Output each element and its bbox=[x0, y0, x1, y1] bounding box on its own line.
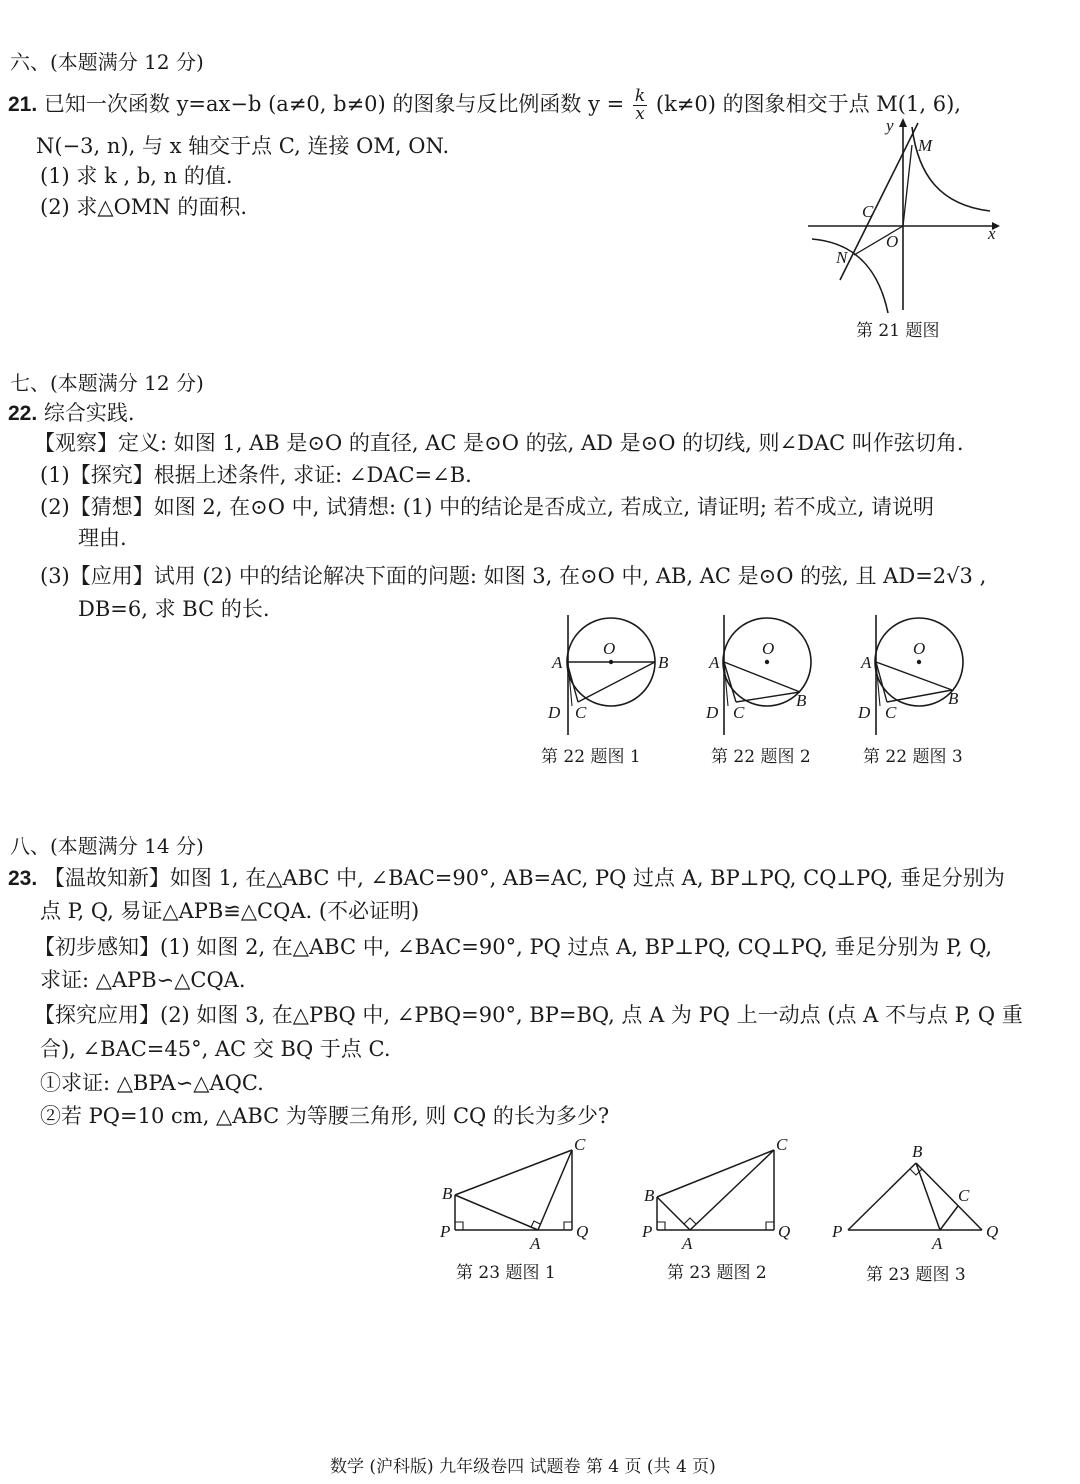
q23-figure-2 bbox=[642, 1135, 802, 1253]
q22-part1: (1)【探究】根据上述条件, 求证: ∠DAC=∠B. bbox=[40, 463, 472, 487]
q23-figure-1 bbox=[440, 1135, 600, 1253]
q22-f2-label-A: A bbox=[709, 653, 720, 672]
q21-label-C: C bbox=[862, 202, 874, 221]
q23-f2-label-Q: Q bbox=[778, 1222, 791, 1241]
q23-f1-label-P: P bbox=[440, 1222, 451, 1241]
q21-label-M: M bbox=[918, 136, 933, 155]
q21-label-N: N bbox=[836, 248, 848, 267]
q22-figure-2 bbox=[702, 610, 832, 740]
q22-part2a: (2)【猜想】如图 2, 在⊙O 中, 试猜想: (1) 中的结论是否成立, 若成立, 请证明; 若不成立, 请说明 bbox=[40, 495, 934, 519]
q22-figure-3 bbox=[852, 610, 982, 740]
q23-f1-label-A: A bbox=[530, 1234, 541, 1253]
q23-line1 bbox=[8, 863, 1005, 894]
q21-label-O: O bbox=[886, 232, 899, 251]
q23-line5: 【探究应用】(2) 如图 3, 在△PBQ 中, ∠PBQ=90°, BP=BQ, 点 A 为 PQ 上一动点 (点 A 不与点 P, Q 重 bbox=[34, 1003, 1023, 1027]
q23-line4: 求证: △APB∽△CQA. bbox=[40, 968, 246, 992]
q21-fraction bbox=[633, 88, 647, 123]
q22-f1-label-B: B bbox=[658, 653, 669, 672]
q21-figure-caption: 第 21 题图 bbox=[856, 321, 940, 341]
q23-f2-label-B: B bbox=[644, 1186, 655, 1205]
q23-f3-label-C: C bbox=[958, 1186, 970, 1205]
q22-f1-label-C: C bbox=[575, 703, 587, 722]
q21-part2: (2) 求△OMN 的面积. bbox=[40, 195, 248, 219]
q23-figure-1-caption: 第 23 题图 1 bbox=[456, 1263, 556, 1283]
q22-f3-label-D: D bbox=[858, 703, 871, 722]
q21-label-y: y bbox=[886, 116, 894, 135]
q23-line2: 点 P, Q, 易证△APB≌△CQA. (不必证明) bbox=[40, 899, 420, 923]
q23-f2-label-C: C bbox=[776, 1135, 788, 1154]
q22-f2-label-B: B bbox=[796, 691, 807, 710]
q22-f3-label-O: O bbox=[913, 639, 926, 658]
q22-observation: 【观察】定义: 如图 1, AB 是⊙O 的直径, AC 是⊙O 的弦, AD 是⊙O 的切线, 则∠DAC 叫作弦切角. bbox=[34, 431, 964, 455]
q23-figure-3 bbox=[830, 1135, 1010, 1253]
q22-f3-label-B: B bbox=[948, 689, 959, 708]
q22-f2-label-O: O bbox=[762, 639, 775, 658]
q22-f1-label-O: O bbox=[603, 639, 616, 658]
q23-f1-label-Q: Q bbox=[576, 1222, 589, 1241]
q22-figure-2-caption: 第 22 题图 2 bbox=[711, 747, 811, 767]
q23-f2-label-P: P bbox=[642, 1222, 653, 1241]
q22-figure-3-caption: 第 22 题图 3 bbox=[863, 747, 963, 767]
q23-line7: ①求证: △BPA∽△AQC. bbox=[40, 1071, 264, 1095]
q22-title: 综合实践. bbox=[43, 401, 135, 425]
q22-part3b: DB=6, 求 BC 的长. bbox=[78, 597, 270, 621]
page-footer: 数学 (沪科版) 九年级卷四 试题卷 第 4 页 (共 4 页) bbox=[330, 1457, 716, 1477]
q22-f2-label-C: C bbox=[733, 703, 745, 722]
q21-line2: N(−3, n), 与 x 轴交于点 C, 连接 OM, ON. bbox=[36, 134, 450, 158]
q21-graph-figure bbox=[800, 115, 1000, 325]
section-seven-title: 七、(本题满分 12 分) bbox=[10, 371, 204, 395]
q22-f2-label-D: D bbox=[706, 703, 719, 722]
q22-f1-label-D: D bbox=[548, 703, 561, 722]
q23-line3: 【初步感知】(1) 如图 2, 在△ABC 中, ∠BAC=90°, PQ 过点 A, BP⊥PQ, CQ⊥PQ, 垂足分别为 P, Q, bbox=[34, 935, 993, 959]
q23-figure-2-caption: 第 23 题图 2 bbox=[667, 1263, 767, 1283]
q22-part3a: (3)【应用】试用 (2) 中的结论解决下面的问题: 如图 3, 在⊙O 中, AB, AC 是⊙O 的弦, 且 AD=2√3 , bbox=[40, 564, 987, 588]
section-eight-title: 八、(本题满分 14 分) bbox=[10, 834, 204, 858]
q23-f1-label-B: B bbox=[442, 1184, 453, 1203]
section-six-title: 六、(本题满分 12 分) bbox=[10, 50, 204, 74]
q22-part2b: 理由. bbox=[78, 526, 127, 550]
q23-line1-text: 【温故知新】如图 1, 在△ABC 中, ∠BAC=90°, AB=AC, PQ 过点 A, BP⊥PQ, CQ⊥PQ, 垂足分别为 bbox=[43, 866, 1005, 890]
q22-f3-label-A: A bbox=[861, 653, 872, 672]
q23-f2-label-A: A bbox=[682, 1234, 693, 1253]
q23-figure-3-caption: 第 23 题图 3 bbox=[866, 1265, 966, 1285]
q21-label-x: x bbox=[988, 224, 996, 243]
q23-number: 23. bbox=[8, 867, 38, 890]
q22-number: 22. bbox=[8, 402, 38, 425]
q22-line-title bbox=[8, 398, 135, 429]
q22-figure-1-caption: 第 22 题图 1 bbox=[541, 747, 641, 767]
q23-f1-label-C: C bbox=[574, 1135, 586, 1154]
q22-f3-label-C: C bbox=[885, 703, 897, 722]
q21-frac-numerator: k bbox=[634, 86, 646, 106]
q21-number: 21. bbox=[8, 93, 38, 116]
q22-figure-1 bbox=[540, 610, 680, 740]
q21-text-a: 已知一次函数 y=ax−b (a≠0, b≠0) 的图象与反比例函数 y = bbox=[43, 92, 625, 116]
q21-part1: (1) 求 k , b, n 的值. bbox=[40, 164, 233, 188]
q23-f3-label-B: B bbox=[912, 1142, 923, 1161]
q23-f3-label-Q: Q bbox=[986, 1222, 999, 1241]
q23-line8: ②若 PQ=10 cm, △ABC 为等腰三角形, 则 CQ 的长为多少? bbox=[40, 1104, 610, 1128]
q22-f1-label-A: A bbox=[552, 653, 563, 672]
q21-frac-denominator: x bbox=[635, 104, 645, 124]
q23-f3-label-P: P bbox=[832, 1222, 843, 1241]
q23-line6: 合), ∠BAC=45°, AC 交 BQ 于点 C. bbox=[40, 1037, 391, 1061]
q23-f3-label-A: A bbox=[932, 1234, 943, 1253]
q21-text-b: (k≠0) 的图象相交于点 M(1, 6), bbox=[655, 92, 961, 116]
